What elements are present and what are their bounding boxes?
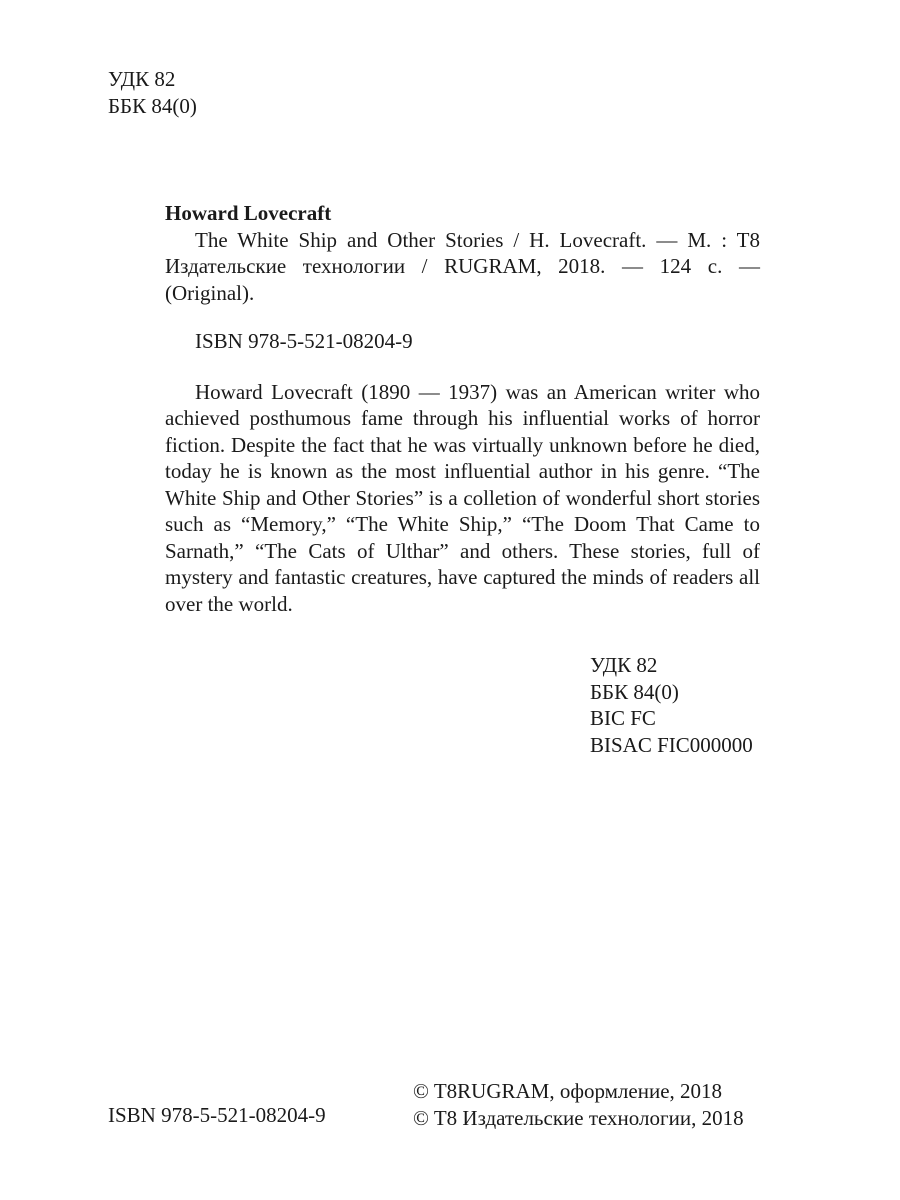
copyright-publisher: © T8 Издательские технологии, 2018 bbox=[413, 1106, 744, 1130]
catalog-entry bbox=[165, 200, 760, 617]
udk-code: УДК 82 bbox=[108, 67, 176, 91]
top-classification-codes bbox=[108, 66, 197, 120]
copyright-design: © T8RUGRAM, оформление, 2018 bbox=[413, 1079, 723, 1103]
footer-isbn: ISBN 978-5-521-08204-9 bbox=[108, 1103, 326, 1127]
author-name: Howard Lovecraft bbox=[165, 201, 332, 225]
entry-isbn: ISBN 978-5-521-08204-9 bbox=[195, 329, 413, 353]
bbk-code-right: ББК 84(0) bbox=[590, 679, 679, 704]
udk-code-right: УДК 82 bbox=[590, 653, 658, 677]
annotation-text: Howard Lovecraft (1890 — 1937) was an American writer who achieved posthumous fame through his influential works of horror fiction. Despite the fact that he was virtually unknown before he died, today he is known as the most influential author in his genre. “The White Ship and Other Stories” is a colletion of wonderful short stories such as “Memory,” “The White Ship,” “The Doom That Came to Sarnath,” “The Cats of Ulthar” and others. These stories, full of mystery and fantastic creatures, have captured the minds of readers all over the world. bbox=[165, 379, 760, 616]
classification-block bbox=[590, 652, 753, 758]
copyright-block bbox=[413, 1078, 744, 1132]
bbk-code: ББК 84(0) bbox=[108, 94, 197, 118]
bibliographic-description: The White Ship and Other Stories / H. Lovecraft. — M. : T8 Издательские технологии / RUGRAM, 2018. — 124 с. — (Original). bbox=[165, 227, 760, 305]
bic-code: BIC FC bbox=[590, 706, 656, 730]
bisac-code: BISAC FIC000000 bbox=[590, 732, 753, 757]
